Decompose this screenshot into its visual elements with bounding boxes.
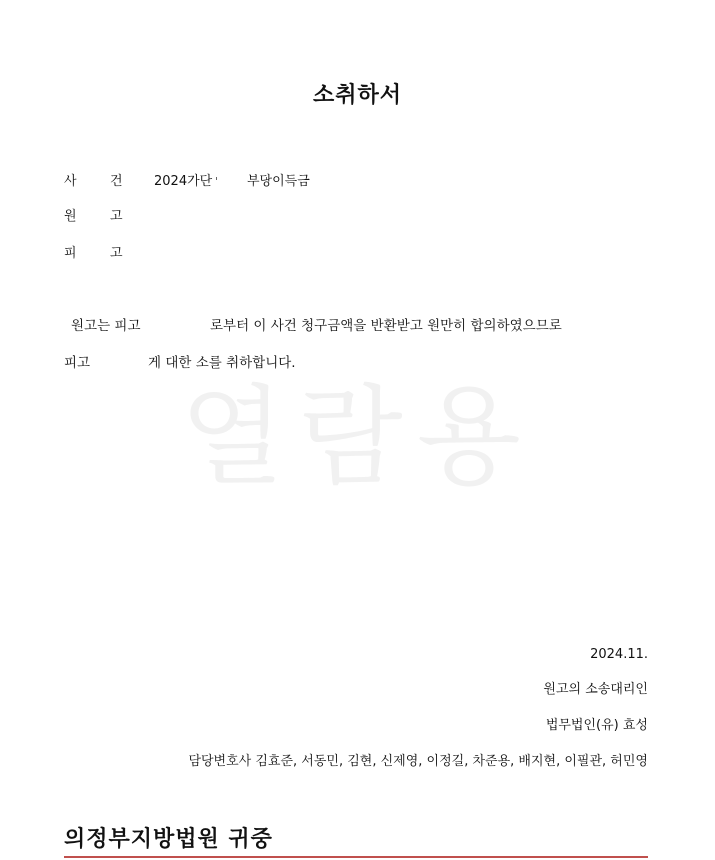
plaintiff-label-2: 고 xyxy=(110,209,123,224)
law-firm: 법무법인(유) 효성 xyxy=(545,718,648,733)
body-text: 원고는 피고 xyxy=(71,318,141,334)
case-label-2: 건 xyxy=(110,174,123,189)
plaintiff-label-1: 원 xyxy=(64,209,77,224)
body-text: 피고 xyxy=(64,355,91,371)
defendant-label-1: 피 xyxy=(64,246,77,261)
body-text: 로부터 이 사건 청구금액을 반환받고 원만히 합의하였으므로 xyxy=(210,318,562,334)
filing-date: 2024.11. xyxy=(590,647,648,662)
watermark: 열람용 xyxy=(180,375,535,500)
document-title: 소취하서 xyxy=(312,83,402,108)
case-label-1: 사 xyxy=(64,174,77,189)
redaction-mark xyxy=(216,177,217,180)
court-addressee: 의정부지방법원 귀중 xyxy=(64,827,273,852)
representative-role: 원고의 소송대리인 xyxy=(543,682,648,697)
body-text: 게 대한 소를 취하합니다. xyxy=(148,355,296,371)
court-underline xyxy=(64,856,648,858)
responsible-lawyers: 담당변호사 김효준, 서동민, 김현, 신제영, 이정길, 차준용, 배지현, 이필관, 허민영 xyxy=(188,754,648,769)
case-number: 2024가단 xyxy=(154,174,213,189)
defendant-label-2: 고 xyxy=(110,246,123,261)
case-name: 부당이득금 xyxy=(247,174,310,189)
